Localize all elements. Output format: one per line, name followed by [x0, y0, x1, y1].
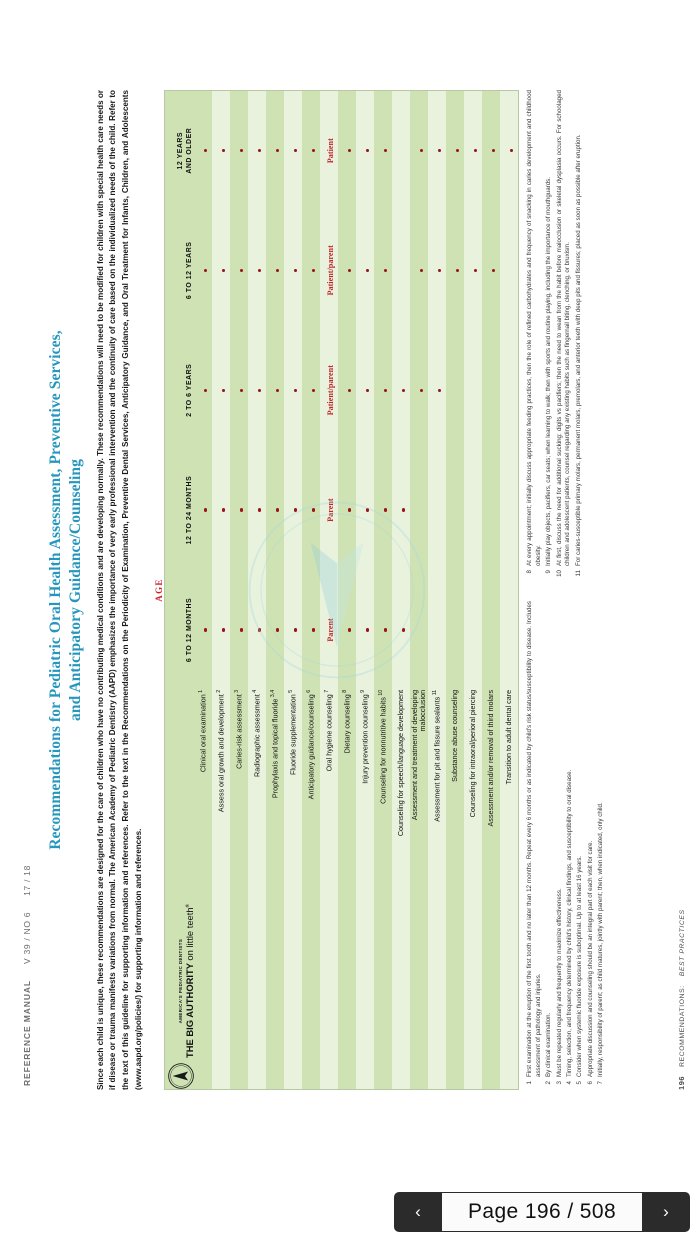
footnote-item — [556, 601, 565, 1090]
cell-empty — [482, 330, 500, 450]
row-label: Substance abuse counseling — [446, 690, 464, 1090]
column-header-line: AND OLDER — [185, 127, 193, 174]
row-label: Assessment for pit and fissure sealants $^{11}$ — [428, 690, 446, 1090]
cell-dot — [356, 91, 374, 211]
column-header-2-6-years — [164, 330, 194, 450]
recommended-dot-icon — [276, 508, 279, 511]
cell-dot — [248, 570, 266, 690]
row-label: Counseling for nonnutritive habits $^{10}$ — [374, 690, 392, 1090]
row-label: Injury prevention counseling $^9$ — [356, 690, 374, 1090]
cell-dot — [212, 570, 230, 690]
row-label: Anticipatory guidance/counseling $^6$ — [302, 690, 320, 1090]
cell-dot — [338, 330, 356, 450]
recommended-dot-icon — [204, 149, 207, 152]
footnote-number: 10 — [555, 570, 563, 577]
cell-dot — [266, 570, 284, 690]
recommended-dot-icon — [456, 149, 459, 152]
recommended-dot-icon — [294, 389, 297, 392]
footnote-number: 3 — [555, 1081, 563, 1085]
column-header-12-and-older — [164, 91, 194, 211]
column-header-line: 2 TO 6 YEARS — [185, 363, 193, 417]
row-label: Caries-risk assessment $^3$ — [230, 690, 248, 1090]
footnote-item — [545, 90, 554, 579]
footnote-ref: 1 — [198, 689, 205, 695]
footnote-ref: 9 — [360, 689, 367, 695]
column-header-6-12-months — [164, 570, 194, 690]
cell-empty — [500, 330, 519, 450]
cell-empty — [392, 91, 410, 211]
footnote-text: Initially play objects, pacifiers, car seats; when learning to walk; then with sports and routine playing, including the importance of mouthguards. — [545, 177, 553, 566]
recommended-dot-icon — [312, 149, 315, 152]
cell-dot — [500, 91, 519, 211]
cell-dot — [374, 570, 392, 690]
recommendations-table-wrap — [154, 90, 520, 1090]
footnote-ref: 11 — [432, 689, 439, 697]
row-label: Oral hygiene counseling $^7$ — [320, 690, 338, 1090]
table-row — [248, 91, 266, 1090]
footnote-item — [526, 601, 544, 1090]
cell-dot — [284, 330, 302, 450]
recommended-dot-icon — [456, 269, 459, 272]
cell-empty — [464, 330, 482, 450]
running-head-years: 17 / 18 — [22, 864, 32, 896]
recommended-dot-icon — [474, 269, 477, 272]
cell-dot — [212, 450, 230, 570]
footnote-text: At every appointment; initially discuss appropriate feeding practices, then the role of refined carbohydrates and frequency of snacking in caries development and childhood obesity. — [526, 90, 543, 566]
cell-empty — [500, 570, 519, 690]
cell-dot — [266, 91, 284, 211]
recommended-dot-icon — [258, 149, 261, 152]
footnote-number: 6 — [586, 1081, 594, 1085]
cell-dot — [482, 210, 500, 330]
row-label: Assess oral growth and development $^2$ — [212, 690, 230, 1090]
footnote-ref: 2 — [216, 689, 223, 695]
footnotes — [526, 90, 607, 1090]
column-header-line: 6 TO 12 MONTHS — [185, 597, 193, 663]
footnote-text: Initially, responsibility of parent; as child matures, jointly with parent; then, when indicated, only child. — [596, 802, 604, 1077]
cell-empty — [446, 330, 464, 450]
footnote-ref: 7 — [324, 689, 331, 695]
row-label: Fluoride supplementation $^5$ — [284, 690, 302, 1090]
footnote-text: Consider when systemic fluoride exposure is suboptimal. Up to at least 16 years. — [576, 855, 584, 1077]
footnote-item — [545, 601, 554, 1090]
running-head-manual: REFERENCE MANUAL — [22, 979, 32, 1086]
recommended-dot-icon — [492, 269, 495, 272]
cell-dot — [302, 210, 320, 330]
brand-tagline: AMERICA'S PEDIATRIC DENTISTS — [178, 938, 184, 1024]
row-label: Transition to adult dental care — [500, 690, 519, 1090]
footnote-number: 1 — [526, 1081, 534, 1085]
cell-dot — [338, 450, 356, 570]
recommended-dot-icon — [204, 628, 207, 631]
pdf-page — [0, 60, 700, 1120]
cell-dot — [194, 210, 212, 330]
cell-role-label — [320, 450, 338, 570]
cell-dot — [230, 450, 248, 570]
cell-dot — [248, 210, 266, 330]
cell-dot — [230, 210, 248, 330]
cell-dot — [374, 330, 392, 450]
cell-dot — [464, 210, 482, 330]
cell-dot — [212, 210, 230, 330]
role-label: Patient — [326, 138, 336, 164]
column-header-line: 6 TO 12 YEARS — [185, 241, 193, 300]
cell-dot — [212, 91, 230, 211]
recommended-dot-icon — [492, 149, 495, 152]
cell-dot — [374, 91, 392, 211]
row-label: Counseling for intraoral/perioral piercing — [464, 690, 482, 1090]
recommended-dot-icon — [312, 269, 315, 272]
cell-dot — [302, 330, 320, 450]
footnote-item — [587, 601, 596, 1090]
recommended-dot-icon — [438, 149, 441, 152]
footnote-item — [597, 601, 606, 1090]
cell-dot — [392, 450, 410, 570]
brand-name-bold: THE BIG AUTHORITY — [183, 963, 195, 1058]
cell-role-label — [320, 210, 338, 330]
recommended-dot-icon — [402, 628, 405, 631]
footnote-item — [566, 601, 575, 1090]
cell-dot — [392, 330, 410, 450]
recommended-dot-icon — [240, 389, 243, 392]
footnote-number: 2 — [545, 1081, 553, 1085]
recommended-dot-icon — [348, 508, 351, 511]
age-group-header: AGE — [153, 578, 164, 602]
recommendations-table — [164, 90, 520, 1090]
cell-dot — [356, 330, 374, 450]
table-row — [266, 91, 284, 1090]
footnote-item — [556, 90, 574, 579]
brand-trademark: ® — [184, 904, 190, 908]
cell-dot — [482, 91, 500, 211]
recommended-dot-icon — [420, 389, 423, 392]
recommended-dot-icon — [348, 628, 351, 631]
table-row — [320, 91, 338, 1090]
recommended-dot-icon — [294, 149, 297, 152]
recommended-dot-icon — [204, 389, 207, 392]
recommended-dot-icon — [258, 389, 261, 392]
footnote-ref: 4 — [252, 689, 259, 695]
table-row — [482, 91, 500, 1090]
cell-dot — [266, 450, 284, 570]
cell-dot — [230, 91, 248, 211]
page-indicator[interactable]: Page 196 / 508 — [442, 1192, 642, 1232]
recommended-dot-icon — [258, 269, 261, 272]
recommended-dot-icon — [420, 149, 423, 152]
cell-dot — [428, 330, 446, 450]
cell-empty — [410, 450, 428, 570]
page-footer-section-italic: BEST PRACTICES — [679, 909, 686, 977]
recommended-dot-icon — [384, 628, 387, 631]
footnote-ref: 3 — [234, 689, 241, 695]
footnote-text: By clinical examination. — [545, 1012, 553, 1077]
cell-dot — [194, 570, 212, 690]
pdf-toolbar — [0, 1180, 700, 1244]
footnote-item — [526, 90, 544, 579]
recommended-dot-icon — [222, 389, 225, 392]
footnote-ref: 6 — [306, 689, 313, 695]
recommended-dot-icon — [402, 389, 405, 392]
recommended-dot-icon — [276, 269, 279, 272]
recommended-dot-icon — [294, 508, 297, 511]
cell-dot — [284, 210, 302, 330]
cell-dot — [248, 91, 266, 211]
table-row — [446, 91, 464, 1090]
aapd-seal-icon — [168, 1063, 194, 1089]
recommended-dot-icon — [204, 269, 207, 272]
cell-empty — [428, 450, 446, 570]
recommended-dot-icon — [294, 269, 297, 272]
cell-dot — [302, 570, 320, 690]
cell-dot — [194, 330, 212, 450]
cell-dot — [392, 570, 410, 690]
cell-dot — [284, 91, 302, 211]
recommended-dot-icon — [384, 149, 387, 152]
cell-empty — [482, 450, 500, 570]
footnote-text: At first, discuss the need for additional sucking: digits vs pacifiers; then the need to wean from the habit before malocclusion or skeletal dysplasia occurs. For schoolaged children and adolescent patients, counsel regarding any existing habits such as fingernail biting, clenching, or bruxism. — [555, 90, 572, 566]
recommended-dot-icon — [222, 508, 225, 511]
cell-dot — [194, 450, 212, 570]
recommended-dot-icon — [348, 149, 351, 152]
row-label: Radiographic assessment $^4$ — [248, 690, 266, 1090]
cell-dot — [248, 330, 266, 450]
table-header-row — [164, 91, 194, 1090]
cell-dot — [338, 91, 356, 211]
table-row — [464, 91, 482, 1090]
table-row — [374, 91, 392, 1090]
column-header-12-24-months — [164, 450, 194, 570]
recommended-dot-icon — [384, 389, 387, 392]
recommended-dot-icon — [384, 269, 387, 272]
footnote-number: 7 — [596, 1081, 604, 1085]
recommended-dot-icon — [204, 508, 207, 511]
recommended-dot-icon — [240, 508, 243, 511]
running-head-volume: V 39 / NO 6 — [22, 911, 32, 964]
recommended-dot-icon — [222, 149, 225, 152]
recommended-dot-icon — [420, 269, 423, 272]
cell-dot — [410, 210, 428, 330]
role-label: Patient/parent — [326, 245, 336, 296]
cell-dot — [248, 450, 266, 570]
recommended-dot-icon — [276, 389, 279, 392]
recommended-dot-icon — [438, 269, 441, 272]
cell-dot — [338, 210, 356, 330]
role-label: Patient/parent — [326, 365, 336, 416]
next-page-button[interactable]: › — [642, 1192, 690, 1232]
footnotes-right-column — [526, 90, 607, 579]
cell-dot — [338, 570, 356, 690]
cell-empty — [410, 570, 428, 690]
recommended-dot-icon — [240, 269, 243, 272]
column-header-line: 12 TO 24 MONTHS — [185, 475, 193, 545]
table-row — [338, 91, 356, 1090]
cell-dot — [356, 450, 374, 570]
recommended-dot-icon — [366, 508, 369, 511]
footnote-ref: 10 — [378, 689, 385, 698]
column-header-6-12-years — [164, 210, 194, 330]
table-row — [284, 91, 302, 1090]
role-label: Parent — [326, 618, 336, 642]
cell-dot — [194, 91, 212, 211]
table-row — [428, 91, 446, 1090]
recommended-dot-icon — [258, 628, 261, 631]
cell-role-label — [320, 570, 338, 690]
footnote-text: For caries-susceptible primary molars, permanent molars, premolars, and anterior teeth with deep pits and fissures; placed as soon as possible after eruption. — [574, 134, 582, 566]
page-nav-group — [394, 1192, 690, 1232]
intro-paragraph: Since each child is unique, these recommendations are designed for the care of children who have no contributing medical conditions and are developing normally. These recommendations will need to be modified for children with special health care needs or if disease or trauma manifests variations from normal. The American Academy of Pediatric Dentistry (AAPD) emphasizes the importance of very early professional intervention and the continuity of care based on the individualized needs of the child. Refer to the text of this guideline for supporting information and references. Refer to the text in the Recommendations on the Periodicity of Examination, Preventive Dental Services, Anticipatory Guidance, and Oral Treatment for Infants, Children, and Adolescents (www.aapd.org/policies/) for supporting information and references. — [95, 90, 143, 1090]
cell-dot — [428, 210, 446, 330]
cell-dot — [410, 91, 428, 211]
row-label: Prophylaxis and topical fluoride $^{3,4}$ — [266, 690, 284, 1090]
cell-dot — [356, 570, 374, 690]
recommended-dot-icon — [276, 149, 279, 152]
cell-dot — [266, 330, 284, 450]
recommended-dot-icon — [348, 269, 351, 272]
recommended-dot-icon — [366, 269, 369, 272]
footnote-ref: 5 — [288, 689, 295, 695]
footnote-text: Appropriate discussion and counseling should be an integral part of each visit for care. — [586, 840, 594, 1077]
recommended-dot-icon — [312, 628, 315, 631]
recommended-dot-icon — [294, 628, 297, 631]
recommended-dot-icon — [438, 389, 441, 392]
column-header-line: 12 YEARS — [177, 131, 185, 170]
recommended-dot-icon — [510, 149, 513, 152]
cell-empty — [500, 210, 519, 330]
cell-empty — [446, 570, 464, 690]
cell-empty — [464, 450, 482, 570]
footnote-number: 4 — [565, 1081, 573, 1085]
cell-dot — [446, 91, 464, 211]
role-label: Parent — [326, 498, 336, 522]
footnote-item — [575, 90, 584, 579]
recommended-dot-icon — [402, 508, 405, 511]
cell-dot — [302, 450, 320, 570]
footnote-number: 9 — [545, 570, 553, 574]
footnote-text: Must be repeated regularly and frequently to maximize effectiveness. — [555, 888, 563, 1077]
footnote-item — [576, 601, 585, 1090]
row-label: Dietary counseling $^8$ — [338, 690, 356, 1090]
row-label: Counseling for speech/language development — [392, 690, 410, 1090]
footnote-text: First examination at the eruption of the first tooth and no later than 12 months. Repeat every 6 months or as indicated by child's risk status/susceptibility to disease. Includes assessment of pathology and injuries. — [526, 601, 543, 1077]
footnote-ref: 3,4 — [270, 689, 277, 699]
page-title-line-1: Recommendations for Pediatric Oral Health Assessment, Preventive Services, — [47, 330, 64, 850]
cell-empty — [464, 570, 482, 690]
cell-dot — [464, 91, 482, 211]
cell-role-label — [320, 330, 338, 450]
aapd-brand-block — [164, 690, 194, 1090]
footnote-number: 11 — [574, 570, 582, 577]
recommended-dot-icon — [366, 149, 369, 152]
running-head — [22, 90, 32, 1086]
cell-empty — [446, 450, 464, 570]
page-title-line-2: and Anticipatory Guidance/Counseling — [66, 459, 84, 721]
page-number: 196 — [677, 1075, 686, 1090]
page-footer-section: RECOMMENDATIONS: — [679, 985, 686, 1067]
cell-empty — [392, 210, 410, 330]
recommended-dot-icon — [258, 508, 261, 511]
recommended-dot-icon — [312, 508, 315, 511]
cell-dot — [374, 210, 392, 330]
cell-dot — [230, 330, 248, 450]
footnote-number: 8 — [526, 570, 534, 574]
table-row — [212, 91, 230, 1090]
cell-dot — [374, 450, 392, 570]
recommended-dot-icon — [222, 269, 225, 272]
footnote-text: Timing, selection, and frequency determined by child's history, clinical findings, and susceptibility to oral disease. — [565, 769, 573, 1077]
row-label: Assessment and/or removal of third molars — [482, 690, 500, 1090]
cell-dot — [284, 570, 302, 690]
cell-dot — [428, 91, 446, 211]
previous-page-button[interactable]: ‹ — [394, 1192, 442, 1232]
footnotes-left-column — [526, 601, 607, 1090]
row-label: Clinical oral examination $^1$ — [194, 690, 212, 1090]
recommended-dot-icon — [366, 389, 369, 392]
row-label: Assessment and treatment of developing malocclusion — [410, 690, 428, 1090]
cell-dot — [284, 450, 302, 570]
recommended-dot-icon — [222, 628, 225, 631]
table-row — [500, 91, 519, 1090]
page-title — [46, 90, 86, 1090]
footnote-ref: 8 — [342, 689, 349, 695]
recommended-dot-icon — [384, 508, 387, 511]
recommended-dot-icon — [240, 149, 243, 152]
recommended-dot-icon — [348, 389, 351, 392]
footnote-number: 5 — [576, 1081, 584, 1085]
cell-empty — [428, 570, 446, 690]
table-row — [410, 91, 428, 1090]
cell-dot — [302, 91, 320, 211]
brand-name-light: on little teeth — [183, 907, 195, 961]
recommended-dot-icon — [366, 628, 369, 631]
cell-dot — [410, 330, 428, 450]
recommended-dot-icon — [276, 628, 279, 631]
table-row — [302, 91, 320, 1090]
page-footer — [677, 909, 686, 1090]
table-row — [356, 91, 374, 1090]
cell-dot — [446, 210, 464, 330]
cell-role-label — [320, 91, 338, 211]
recommended-dot-icon — [474, 149, 477, 152]
cell-empty — [482, 570, 500, 690]
cell-dot — [230, 570, 248, 690]
table-row — [230, 91, 248, 1090]
cell-dot — [356, 210, 374, 330]
cell-dot — [212, 330, 230, 450]
recommended-dot-icon — [312, 389, 315, 392]
table-row — [392, 91, 410, 1090]
table-row — [194, 91, 212, 1090]
cell-empty — [500, 450, 519, 570]
recommended-dot-icon — [240, 628, 243, 631]
cell-dot — [266, 210, 284, 330]
